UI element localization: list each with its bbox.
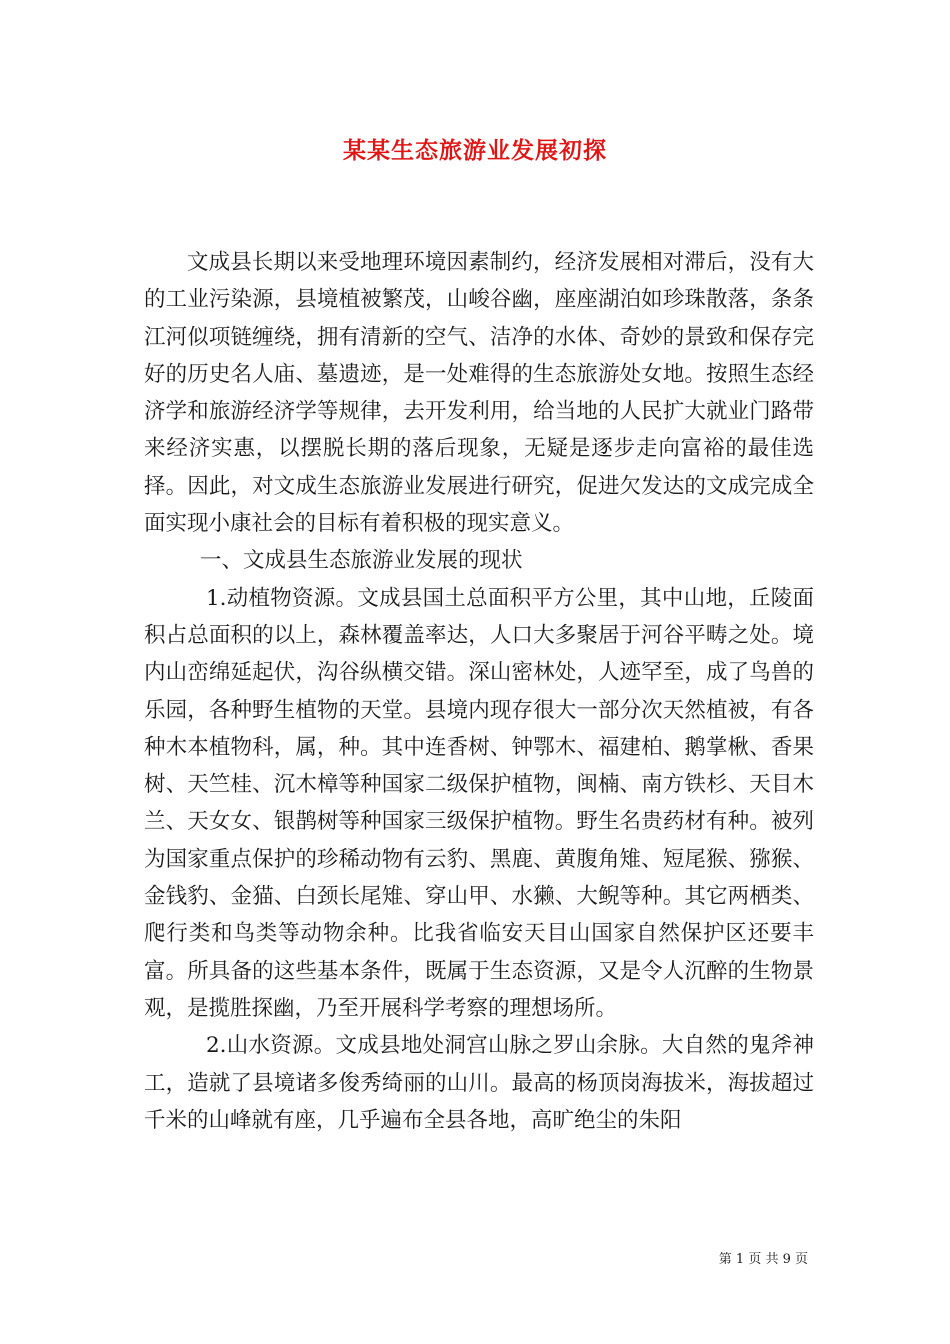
intro-paragraph: 文成县长期以来受地理环境因素制约，经济发展相对滞后，没有大的工业污染源，县境植被繁茂，山峻谷幽，座座湖泊如珍珠散落，条条江河似项链缠绕，拥有清新的空气、洁净的水体、奇妙的景致和保存完好的历史名人庙、墓遗迹，是一处难得的生态旅游处女地。按照生态经济学和旅游经济学等规律，去开发利用，给当地的人民扩大就业门路带来经济实惠，以摆脱长期的落后现象，无疑是逐步走向富裕的最佳选择。因此，对文成生态旅游业发展进行研究，促进欠发达的文成完成全面实现小康社会的目标有着积极的现实意义。: [144, 250, 814, 537]
section-heading: 一、文成县生态旅游业发展的现状: [200, 548, 523, 574]
page-number: 第 1 页 共 9 页: [718, 1252, 808, 1267]
item-paragraph-landscape: 2.山水资源。文成县地处洞宫山脉之罗山余脉。大自然的鬼斧神工，造就了县境诸多俊秀绮丽的山川。最高的杨顶岗海拔米，海拔超过千米的山峰就有座，几乎遍布全县各地，高旷绝尘的朱阳: [144, 1033, 814, 1133]
document-body: [144, 244, 814, 1139]
document-title: 某某生态旅游业发展初探: [343, 137, 607, 164]
item-paragraph-flora-fauna: 1.动植物资源。文成县国土总面积平方公里，其中山地，丘陵面积占总面积的以上，森林覆盖率达，人口大多聚居于河谷平畴之处。境内山峦绵延起伏，沟谷纵横交错。深山密林处，人迹罕至，成了鸟兽的乐园，各种野生植物的天堂。县境内现存很大一部分次天然植被，有各种木本植物科，属，种。其中连香树、钟鄂木、福建柏、鹅掌楸、香果树、天竺桂、沉木樟等种国家二级保护植物，闽楠、南方铁杉、天目木兰、天女女、银鹊树等种国家三级保护植物。野生名贵药材有种。被列为国家重点保护的珍稀动物有云豹、黑鹿、黄腹角雉、短尾猴、猕猴、金钱豹、金猫、白颈长尾雉、穿山甲、水獭、大鲵等种。其它两栖类、爬行类和鸟类等动物余种。比我省临安天目山国家自然保护区还要丰富。所具备的这些基本条件，既属于生态资源，又是令人沉醉的生物景观，是揽胜探幽，乃至开展科学考察的理想场所。: [144, 585, 814, 1021]
